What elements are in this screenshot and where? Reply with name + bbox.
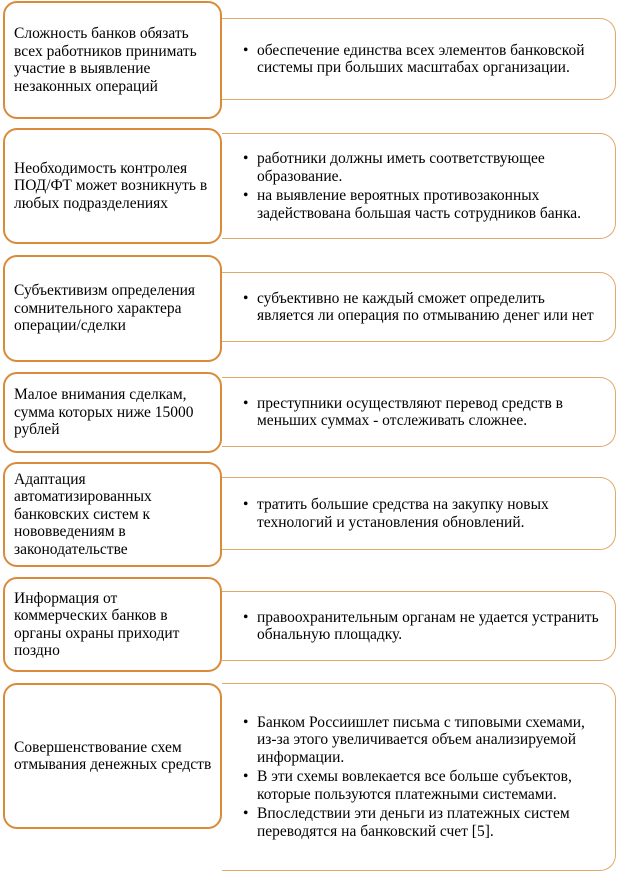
bullet-icon: • bbox=[243, 805, 249, 823]
problem-text-1: Сложность банков обязать всех работников принимать участие в выявление незаконных операций bbox=[14, 25, 197, 95]
consequence-bullet: • Банком Россиишлет письма с типовыми схемами, из-за этого увеличивается объем анализируемой информации. bbox=[243, 713, 585, 766]
consequence-box-5 bbox=[222, 477, 616, 550]
bullet-icon: • bbox=[243, 713, 249, 731]
bullet-icon: • bbox=[243, 496, 249, 513]
problem-box-7 bbox=[3, 683, 222, 829]
problem-box-6 bbox=[3, 577, 222, 672]
bullet-icon: • bbox=[243, 41, 249, 59]
problem-box-1 bbox=[3, 1, 222, 119]
bullet-icon: • bbox=[243, 768, 249, 786]
consequence-box-4 bbox=[222, 377, 616, 447]
consequence-bullet: • на выявление вероятных противозаконных задействована большая часть сотрудников банка. bbox=[243, 187, 582, 222]
problem-text-4: Малое внимания сделкам, сумма которых ниже 15000 рублей bbox=[14, 386, 194, 439]
consequence-bullet: • преступники осуществляют перевод средств в меньших суммах - отслеживать сложнее. bbox=[243, 394, 563, 429]
problem-text-7: Совершенствование схем отмывания денежных средств bbox=[14, 738, 212, 773]
consequence-bullet: • работники должны иметь соответствующее образование. bbox=[243, 150, 545, 185]
consequence-box-7 bbox=[222, 683, 616, 871]
consequence-bullet: • субъективно не каждый сможет определить является ли операция по отмыванию денег или нет bbox=[243, 289, 594, 324]
problem-box-5 bbox=[3, 462, 222, 567]
consequence-bullet: • В эти схемы вовлекается все больше субъектов, которые пользуются платежными системами. bbox=[243, 768, 572, 803]
consequence-bullet: • правоохранительным органам не удается устранить обнальную площадку. bbox=[243, 608, 599, 643]
consequence-box-6 bbox=[222, 591, 616, 661]
bullet-icon: • bbox=[243, 394, 249, 412]
bullet-icon: • bbox=[243, 608, 249, 626]
consequence-bullet: • тратить большие средства на закупку новых технологий и установления обновлений. bbox=[243, 496, 549, 531]
problem-box-2 bbox=[3, 128, 222, 244]
consequence-bullet: • обеспечение единства всех элементов банковской системы при больших масштабах организации. bbox=[243, 41, 585, 76]
bullet-icon: • bbox=[243, 150, 249, 167]
problem-box-3 bbox=[3, 255, 222, 362]
consequence-box-1 bbox=[222, 18, 616, 100]
problem-text-6: Информация от коммерческих банков в органы охраны приходит поздно bbox=[14, 589, 180, 659]
consequence-box-3 bbox=[222, 272, 616, 342]
consequence-bullet: • Впоследствии эти деньги из платежных систем переводятся на банковский счет [5]. bbox=[243, 805, 570, 840]
consequence-box-2 bbox=[222, 133, 616, 239]
problem-text-5: Адаптация автоматизированных банковских систем к нововведениям в законодательстве bbox=[14, 470, 152, 558]
problem-text-3: Субъективизм определения сомнительного характера операции/сделки bbox=[14, 282, 196, 335]
problem-text-2: Необходимость контролeя ПОД/ФТ может возникнуть в любых подразделениях bbox=[14, 159, 208, 212]
bullet-icon: • bbox=[243, 289, 249, 307]
problem-box-4 bbox=[3, 372, 222, 453]
bullet-icon: • bbox=[243, 187, 249, 204]
